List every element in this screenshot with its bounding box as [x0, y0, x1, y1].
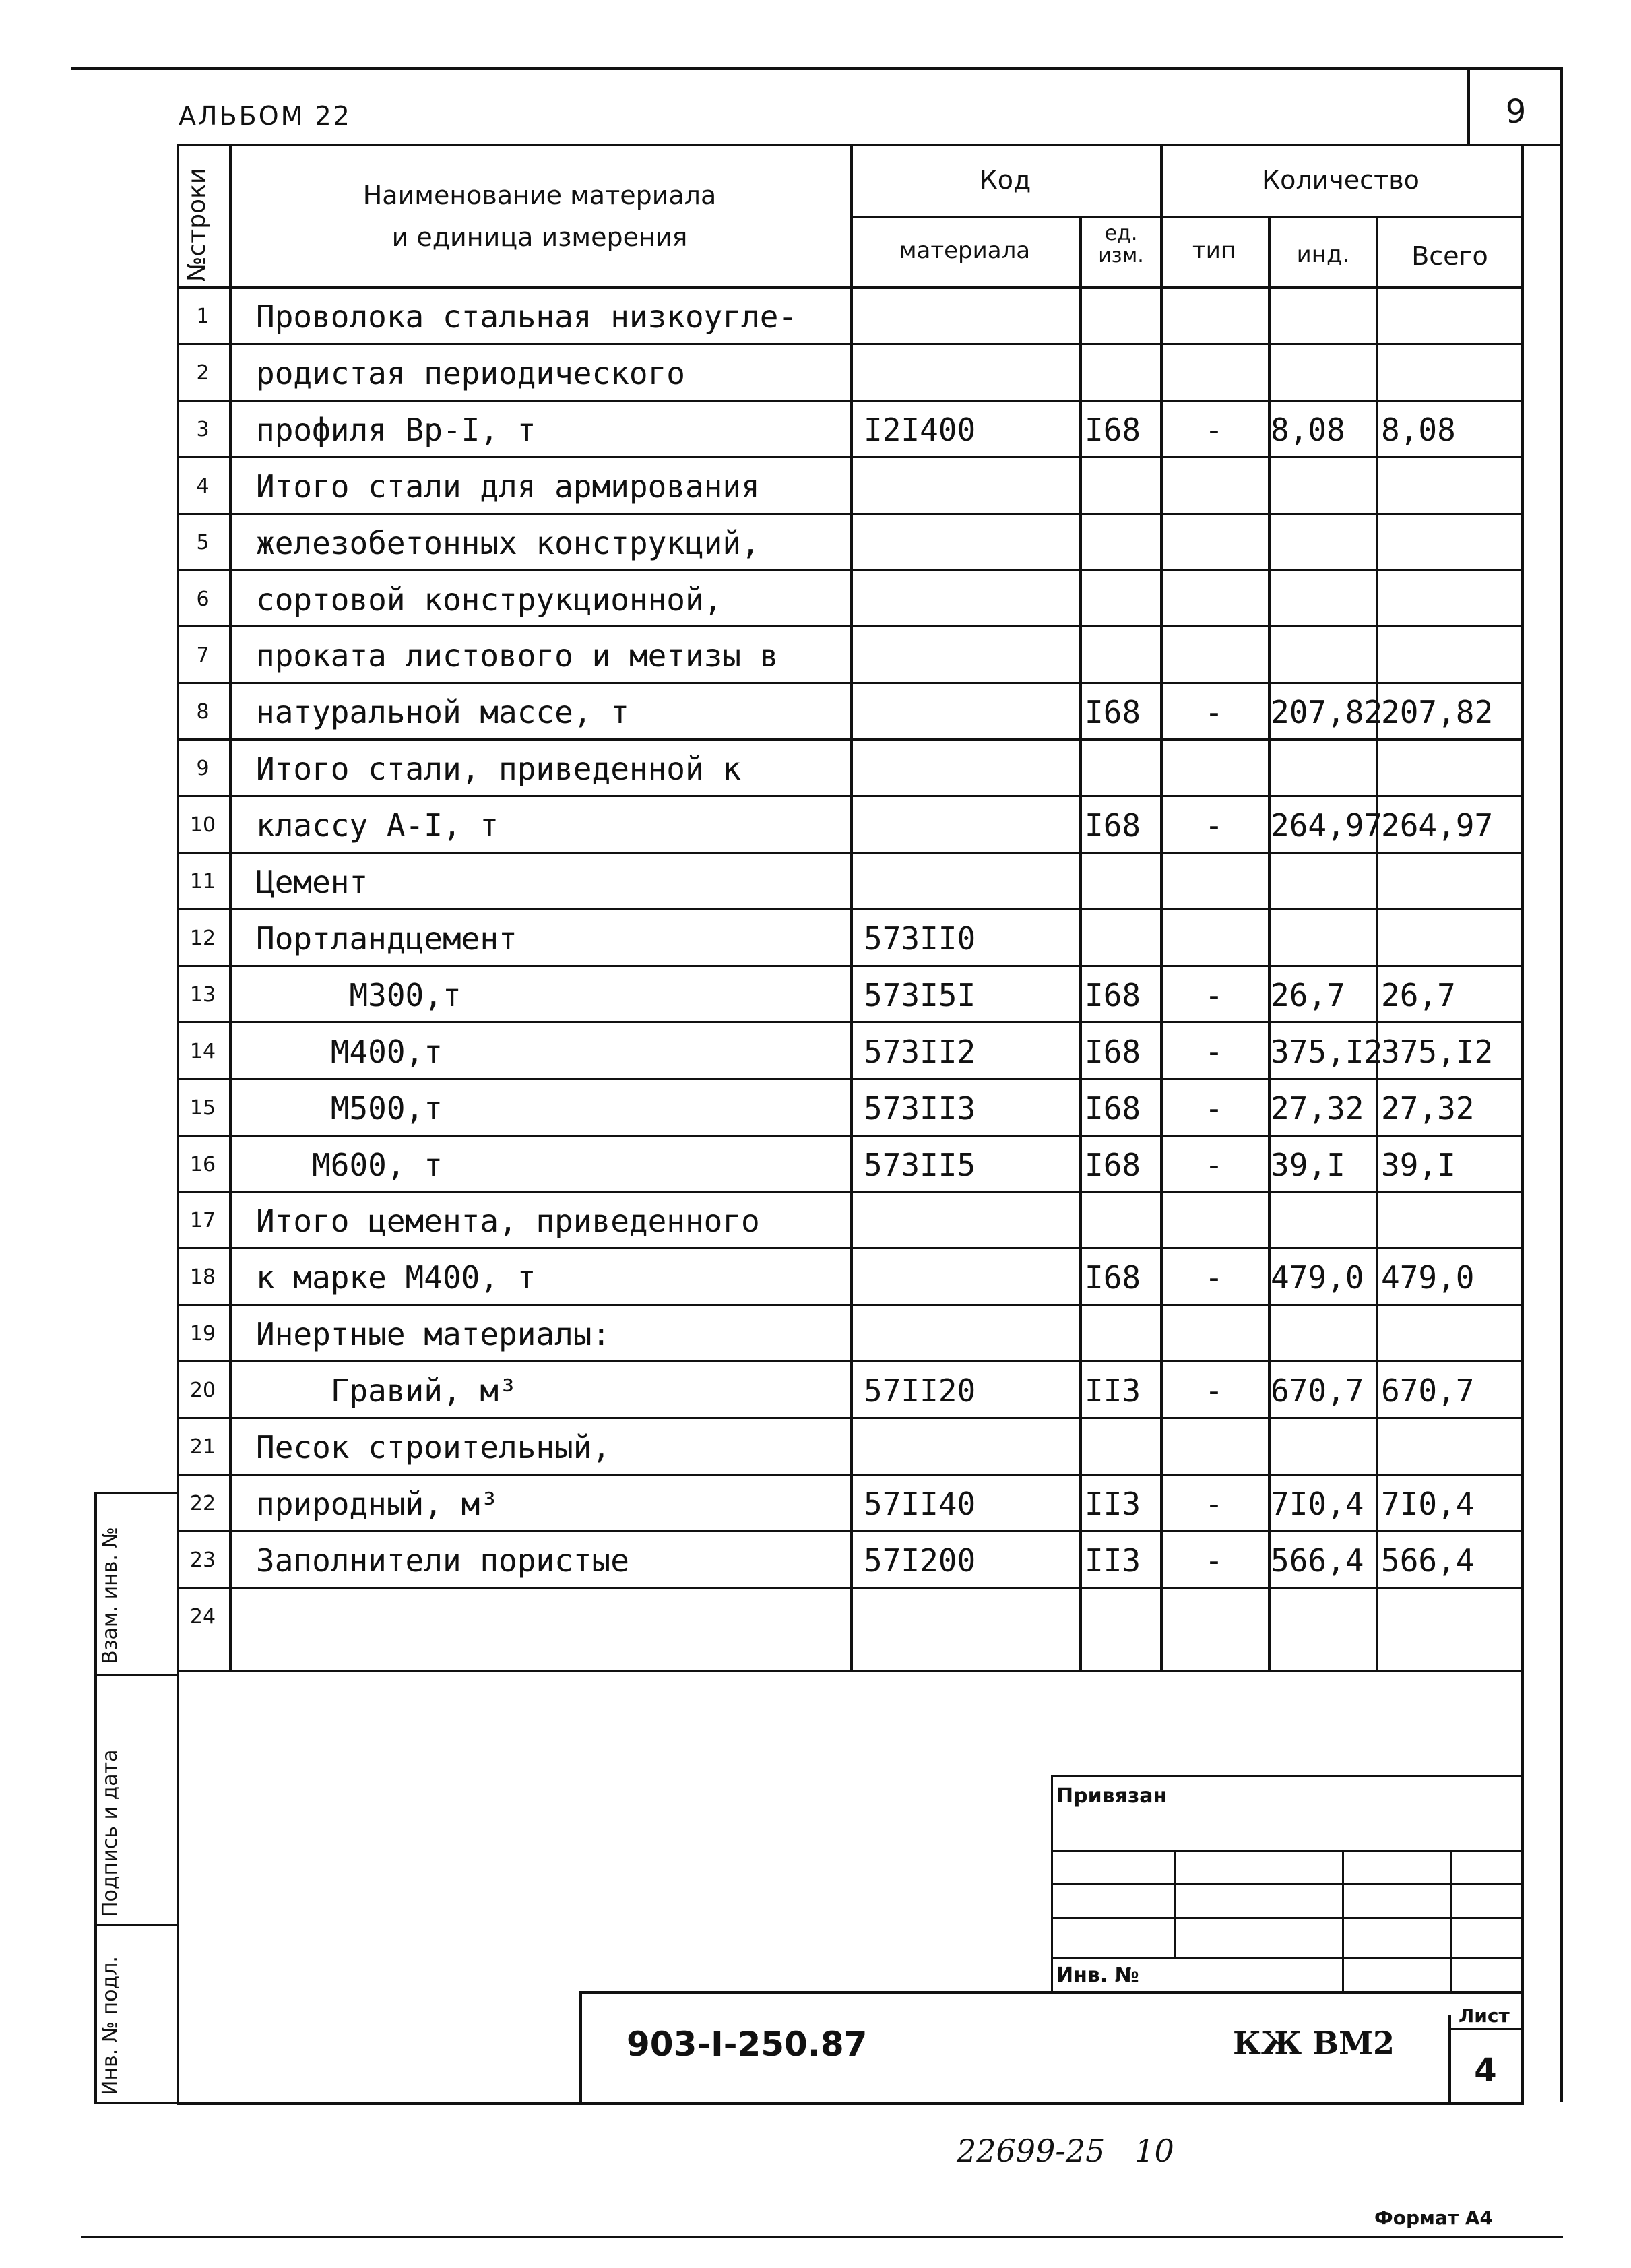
cell-name: природный, м³ — [256, 1485, 499, 1522]
cell-ind: 27,32 — [1271, 1090, 1364, 1127]
cell-name: Инертные материалы: — [256, 1316, 611, 1353]
cell-total: 670,7 — [1381, 1373, 1475, 1410]
cell-name: сортовой конструкционной, — [256, 581, 723, 618]
cell-total: 566,4 — [1381, 1542, 1475, 1579]
inv-no-label: Инв. № — [1056, 1963, 1139, 1987]
page-box-left — [1467, 67, 1470, 145]
cell-unit: I68 — [1085, 807, 1141, 844]
cell-name: Песок строительный, — [256, 1429, 611, 1466]
row-number: 13 — [189, 982, 216, 1007]
col-unit-border — [1160, 144, 1163, 1670]
cell-unit: I68 — [1085, 976, 1141, 1013]
cell-total: 207,82 — [1381, 694, 1494, 731]
cell-unit: II3 — [1085, 1542, 1141, 1579]
stamp-line1 — [1051, 1850, 1523, 1852]
header-bottom-line — [177, 286, 1523, 289]
row-divider — [177, 1078, 1523, 1080]
side-label-vzam: Взам. инв. № — [98, 1527, 122, 1664]
quantity-header: Количество — [1262, 165, 1419, 195]
cell-name: натуральной массе, т — [256, 694, 629, 731]
cell-type: - — [1205, 1373, 1223, 1410]
row-divider — [177, 1360, 1523, 1362]
row-divider — [177, 343, 1523, 345]
cell-name: Итого цемента, приведенного — [256, 1203, 760, 1240]
frame-bottom — [177, 2102, 1524, 2105]
row-divider — [177, 1021, 1523, 1023]
col-n-border — [229, 144, 232, 1670]
row-divider — [177, 1530, 1523, 1532]
row-divider — [177, 625, 1523, 627]
row-number: 19 — [189, 1322, 216, 1346]
cell-unit: II3 — [1085, 1485, 1141, 1522]
row-divider — [177, 852, 1523, 854]
cell-unit: I68 — [1085, 1090, 1141, 1127]
row-divider — [177, 795, 1523, 797]
row-divider — [177, 1135, 1523, 1137]
sheet-number: 4 — [1474, 2052, 1497, 2089]
cell-type: - — [1205, 1542, 1223, 1579]
row-divider — [177, 1191, 1523, 1193]
cell-code: 57II20 — [864, 1373, 976, 1410]
top-border — [71, 67, 1563, 70]
side-strip-left — [94, 1492, 97, 2102]
cell-name: железобетонных конструкций, — [256, 524, 760, 561]
table-top — [177, 144, 1563, 146]
cell-type: - — [1205, 1146, 1223, 1183]
code-material-header: материала — [899, 237, 1031, 264]
stamp-line3 — [1051, 1917, 1523, 1919]
cell-name: к марке М400, т — [256, 1259, 536, 1296]
cell-total: 7I0,4 — [1381, 1485, 1475, 1522]
side-label-inv: Инв. № подл. — [98, 1956, 122, 2096]
cell-code: 573I5I — [864, 976, 976, 1013]
table-bottom — [177, 1670, 1523, 1672]
name-header-line1: Наименование материала — [362, 181, 717, 210]
row-number: 12 — [189, 926, 216, 950]
cell-total: 375,I2 — [1381, 1033, 1494, 1070]
row-divider — [177, 1417, 1523, 1419]
row-number: 18 — [189, 1265, 216, 1290]
row-divider — [177, 738, 1523, 741]
cell-ind: 39,I — [1271, 1146, 1345, 1183]
cell-name: Портландцемент — [256, 920, 517, 957]
cell-total: 264,97 — [1381, 807, 1494, 844]
stamp-line2 — [1051, 1883, 1523, 1885]
row-divider — [177, 1474, 1523, 1476]
row-number: 2 — [196, 360, 210, 385]
row-number: 6 — [196, 587, 210, 611]
row-number: 24 — [189, 1604, 216, 1629]
cell-name: М400,т — [256, 1033, 443, 1070]
row-divider — [177, 1247, 1523, 1249]
row-number: 21 — [189, 1435, 216, 1459]
row-number: 4 — [196, 474, 210, 498]
cell-code: 573II0 — [864, 920, 976, 957]
row-number: 3 — [196, 417, 210, 441]
cell-unit: II3 — [1085, 1373, 1141, 1410]
cell-type: - — [1205, 1485, 1223, 1522]
row-divider — [177, 456, 1523, 458]
row-number: 5 — [196, 530, 210, 555]
row-divider — [177, 400, 1523, 402]
col-code-border — [1079, 216, 1082, 1670]
sheet-label: Лист — [1459, 2005, 1510, 2027]
document-mark: КЖ ВМ2 — [1233, 2025, 1395, 2061]
row-divider — [177, 908, 1523, 910]
cell-total: 39,I — [1381, 1146, 1456, 1183]
cell-name: профиля Вр-I, т — [256, 411, 536, 448]
outer-right-border — [1560, 67, 1563, 2102]
privyazan-label: Привязан — [1056, 1784, 1168, 1808]
cell-type: - — [1205, 807, 1223, 844]
row-number: 16 — [189, 1152, 216, 1176]
side-strip-top — [94, 1492, 178, 1494]
cell-type: - — [1205, 694, 1223, 731]
cell-name: родистая периодического — [256, 354, 685, 391]
row-divider — [177, 965, 1523, 967]
type-header: тип — [1192, 237, 1236, 264]
title-block-top — [579, 1991, 1523, 1994]
row-number: 22 — [189, 1491, 216, 1515]
handwritten-note: 22699-25 10 — [957, 2133, 1174, 2169]
cell-code: 57II40 — [864, 1485, 976, 1522]
cell-code: 573II3 — [864, 1090, 976, 1127]
row-divider — [177, 1587, 1523, 1589]
cell-ind: 375,I2 — [1271, 1033, 1383, 1070]
cell-total: 26,7 — [1381, 976, 1456, 1013]
col-name-border — [850, 144, 853, 1670]
cell-type: - — [1205, 1259, 1223, 1296]
sheet-box-mid — [1448, 2028, 1523, 2030]
cell-name: Итого стали для армирования — [256, 468, 760, 505]
cell-ind: 7I0,4 — [1271, 1485, 1364, 1522]
code-header: Код — [979, 165, 1031, 195]
row-number: 14 — [189, 1039, 216, 1063]
side-strip-bottom — [94, 2102, 178, 2104]
stamp-vdiv1 — [1174, 1850, 1176, 1957]
row-number: 17 — [189, 1209, 216, 1233]
side-strip-div2 — [94, 1924, 178, 1926]
side-strip-div1 — [94, 1674, 178, 1676]
row-number: 1 — [196, 305, 210, 328]
total-header: Всего — [1411, 241, 1488, 271]
cell-ind: 8,08 — [1271, 411, 1345, 448]
stamp-top — [1051, 1775, 1523, 1777]
cell-code: 57I200 — [864, 1542, 976, 1579]
cell-ind: 566,4 — [1271, 1542, 1364, 1579]
page-number: 9 — [1505, 93, 1527, 131]
bottom-edge-line — [81, 2236, 1563, 2238]
row-number: 7 — [196, 643, 210, 668]
album-label: АЛЬБОМ 22 — [179, 101, 352, 131]
ind-header: инд. — [1296, 241, 1350, 268]
row-number: 8 — [196, 700, 210, 724]
cell-name: М600, т — [256, 1146, 443, 1183]
cell-total: 8,08 — [1381, 411, 1456, 448]
side-label-podpis: Подпись и дата — [98, 1749, 122, 1917]
format-label: Формат А4 — [1374, 2207, 1493, 2229]
col-total-border — [1521, 144, 1524, 1670]
document-code: 903-I-250.87 — [627, 2025, 868, 2064]
row-divider — [177, 682, 1523, 684]
row-number: 11 — [189, 870, 216, 893]
cell-unit: I68 — [1085, 411, 1141, 448]
cell-name: М500,т — [256, 1090, 443, 1127]
cell-ind: 479,0 — [1271, 1259, 1364, 1296]
cell-ind: 26,7 — [1271, 976, 1345, 1013]
cell-code: 573II2 — [864, 1033, 976, 1070]
row-divider — [177, 513, 1523, 515]
row-number: 9 — [196, 757, 210, 781]
cell-name: проката листового и метизы в — [256, 637, 779, 674]
col-ind-border — [1376, 216, 1378, 1670]
cell-code: 573II5 — [864, 1146, 976, 1183]
cell-ind: 207,82 — [1271, 694, 1383, 731]
title-block-left — [579, 1991, 582, 2104]
row-number: 10 — [189, 813, 216, 838]
row-number-header: №строки — [183, 168, 211, 282]
cell-name: Проволока стальная низкоугле- — [256, 298, 798, 335]
cell-total: 479,0 — [1381, 1259, 1475, 1296]
cell-unit: I68 — [1085, 1259, 1141, 1296]
stamp-vdiv3 — [1450, 1850, 1452, 1991]
cell-unit: I68 — [1085, 1033, 1141, 1070]
cell-name: Гравий, м³ — [256, 1373, 517, 1410]
cell-ind: 264,97 — [1271, 807, 1383, 844]
cell-type: - — [1205, 976, 1223, 1013]
cell-type: - — [1205, 1033, 1223, 1070]
cell-name: М300,т — [256, 976, 461, 1013]
cell-code: I2I400 — [864, 411, 976, 448]
cell-total: 27,32 — [1381, 1090, 1475, 1127]
header-mid-line — [850, 216, 1523, 218]
row-divider — [177, 1304, 1523, 1306]
cell-unit: I68 — [1085, 1146, 1141, 1183]
row-number: 15 — [189, 1096, 216, 1120]
stamp-vdiv2 — [1342, 1850, 1344, 1991]
row-divider — [177, 569, 1523, 571]
cell-name: Цемент — [256, 864, 369, 900]
cell-type: - — [1205, 1090, 1223, 1127]
cell-unit: I68 — [1085, 694, 1141, 731]
cell-name: классу А-I, т — [256, 807, 499, 844]
row-number: 23 — [189, 1548, 216, 1572]
cell-type: - — [1205, 411, 1223, 448]
stamp-line4 — [1051, 1957, 1523, 1959]
code-unit-header: ед. изм. — [1098, 222, 1144, 267]
row-number: 20 — [189, 1379, 216, 1403]
name-header-line2: и единица измерения — [391, 222, 688, 252]
cell-ind: 670,7 — [1271, 1373, 1364, 1410]
cell-name: Заполнители пористые — [256, 1542, 629, 1579]
cell-name: Итого стали, приведенной к — [256, 751, 742, 788]
